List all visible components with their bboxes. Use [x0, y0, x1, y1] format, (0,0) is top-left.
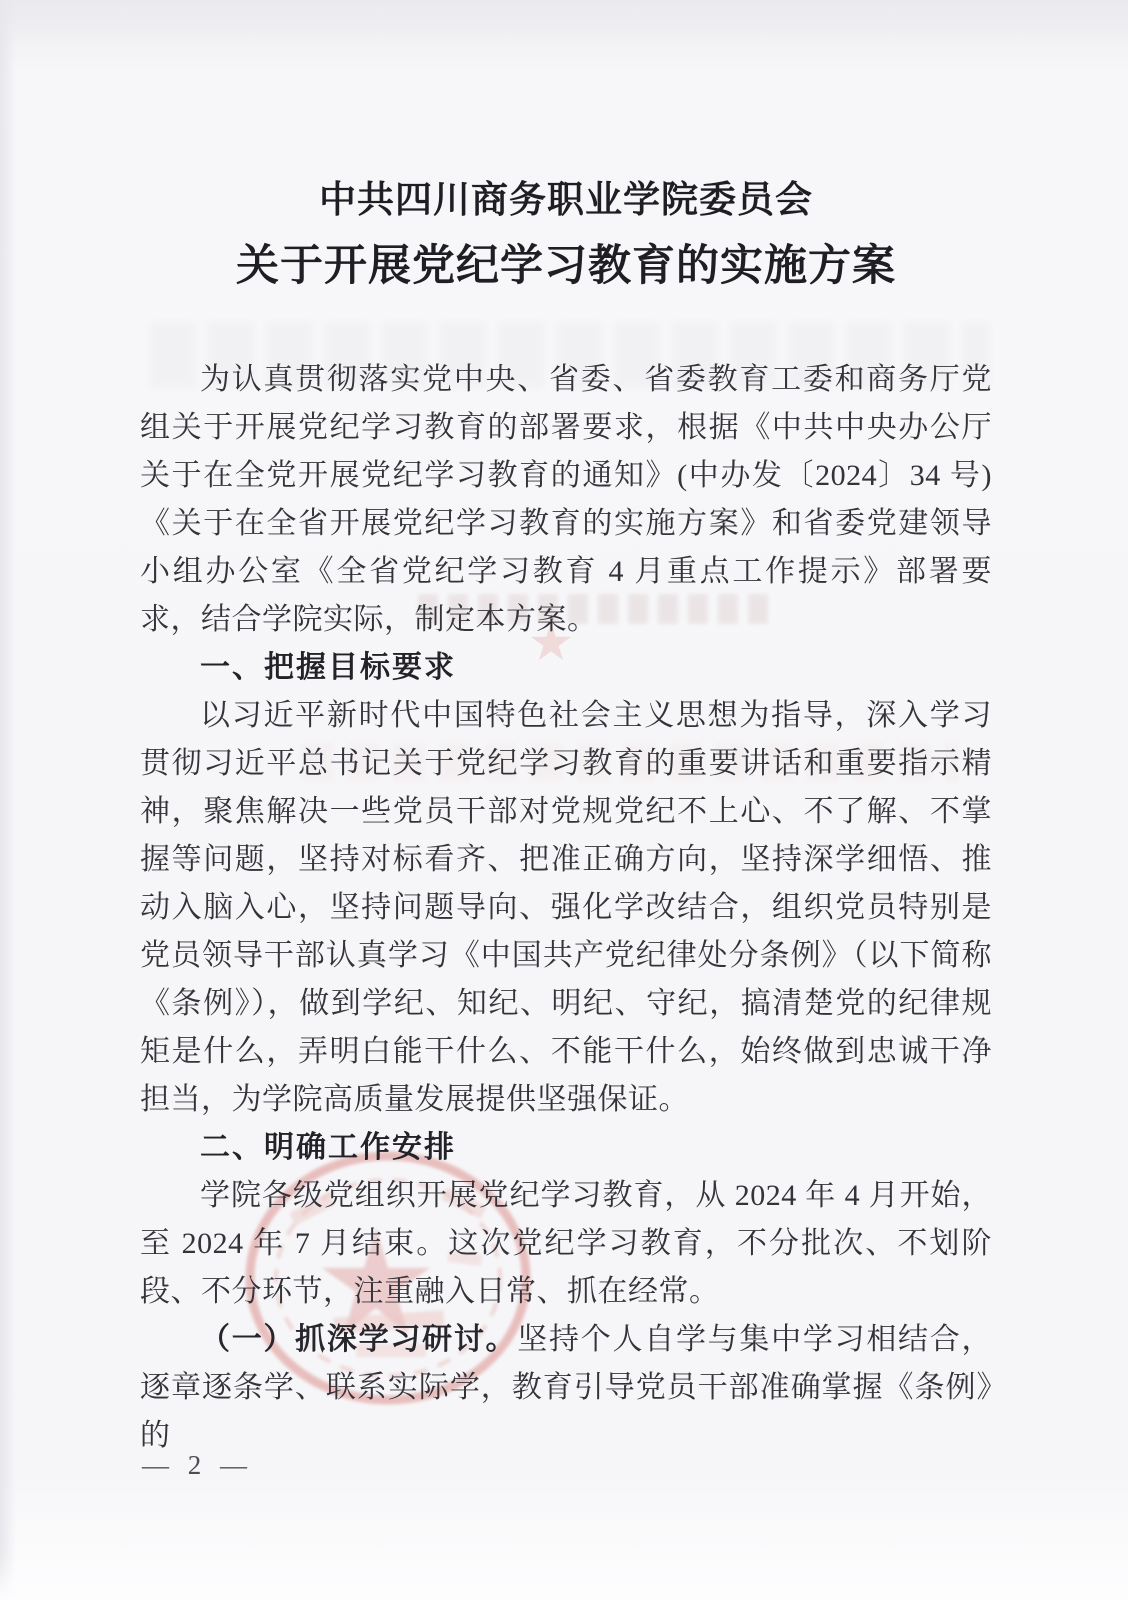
paragraph-goals: 以习近平新时代中国特色社会主义思想为指导，深入学习贯彻习近平总书记关于党纪学习教育的重要讲话和重要指示精神，聚焦解决一些党员干部对党规党纪不上心、不了解、不掌握等问题，坚持对标看齐、把准正确方向，坚持深学细悟、推动入脑入心，坚持问题导向、强化学改结合，组织党员特别是党员领导干部认真学习《中国共产党纪律处分条例》（以下简称《条例》），做到学纪、知纪、明纪、守纪，搞清楚党的纪律规矩是什么，弄明白能干什么、不能干什么，始终做到忠诚干净担当，为学院高质量发展提供坚强保证。 — [140, 699, 992, 1116]
section-heading-2: 二、明确工作安排 — [200, 1131, 456, 1164]
page-number: — 2 — — [142, 1450, 253, 1480]
document-body — [140, 356, 992, 1460]
document-title-line-1: 中共四川商务职业学院委员会 — [319, 180, 813, 221]
scan-edge-shading-bottom — [0, 1554, 1128, 1600]
scan-edge-shading-left — [0, 0, 16, 1600]
paragraph-lead-body: 坚持个人自学与集中学习相结合，逐章逐条学、联系实际学，教育引导党员干部准确掌握《条例》的 — [140, 1323, 993, 1452]
paragraph-intro: 为认真贯彻落实党中央、省委、省委教育工委和商务厅党组关于开展党纪学习教育的部署要求，根据《中共中央办公厅关于在全党开展党纪学习教育的通知》(中办发〔2024〕34 号)《关于在全省开展党纪学习教育的实施方案》和省委党建领导小组办公室《全省党纪学习教育 4 月重点工作提示》部署要求，结合学院实际，制定本方案。 — [140, 363, 992, 636]
section-heading-1: 一、把握目标要求 — [200, 651, 456, 684]
paragraph-lead-label: （一）抓深学习研讨。 — [200, 1323, 518, 1356]
paragraph-study-discussion — [140, 1316, 992, 1460]
document-title — [140, 168, 992, 300]
paragraph-schedule: 学院各级党组织开展党纪学习教育，从 2024 年 4 月开始，至 2024 年 7 月结束。这次党纪学习教育，不分批次、不划阶段、不分环节，注重融入日常、抓在经常。 — [140, 1179, 992, 1308]
document-title-line-2: 关于开展党纪学习教育的实施方案 — [236, 243, 896, 290]
document-text-column — [140, 0, 992, 1460]
